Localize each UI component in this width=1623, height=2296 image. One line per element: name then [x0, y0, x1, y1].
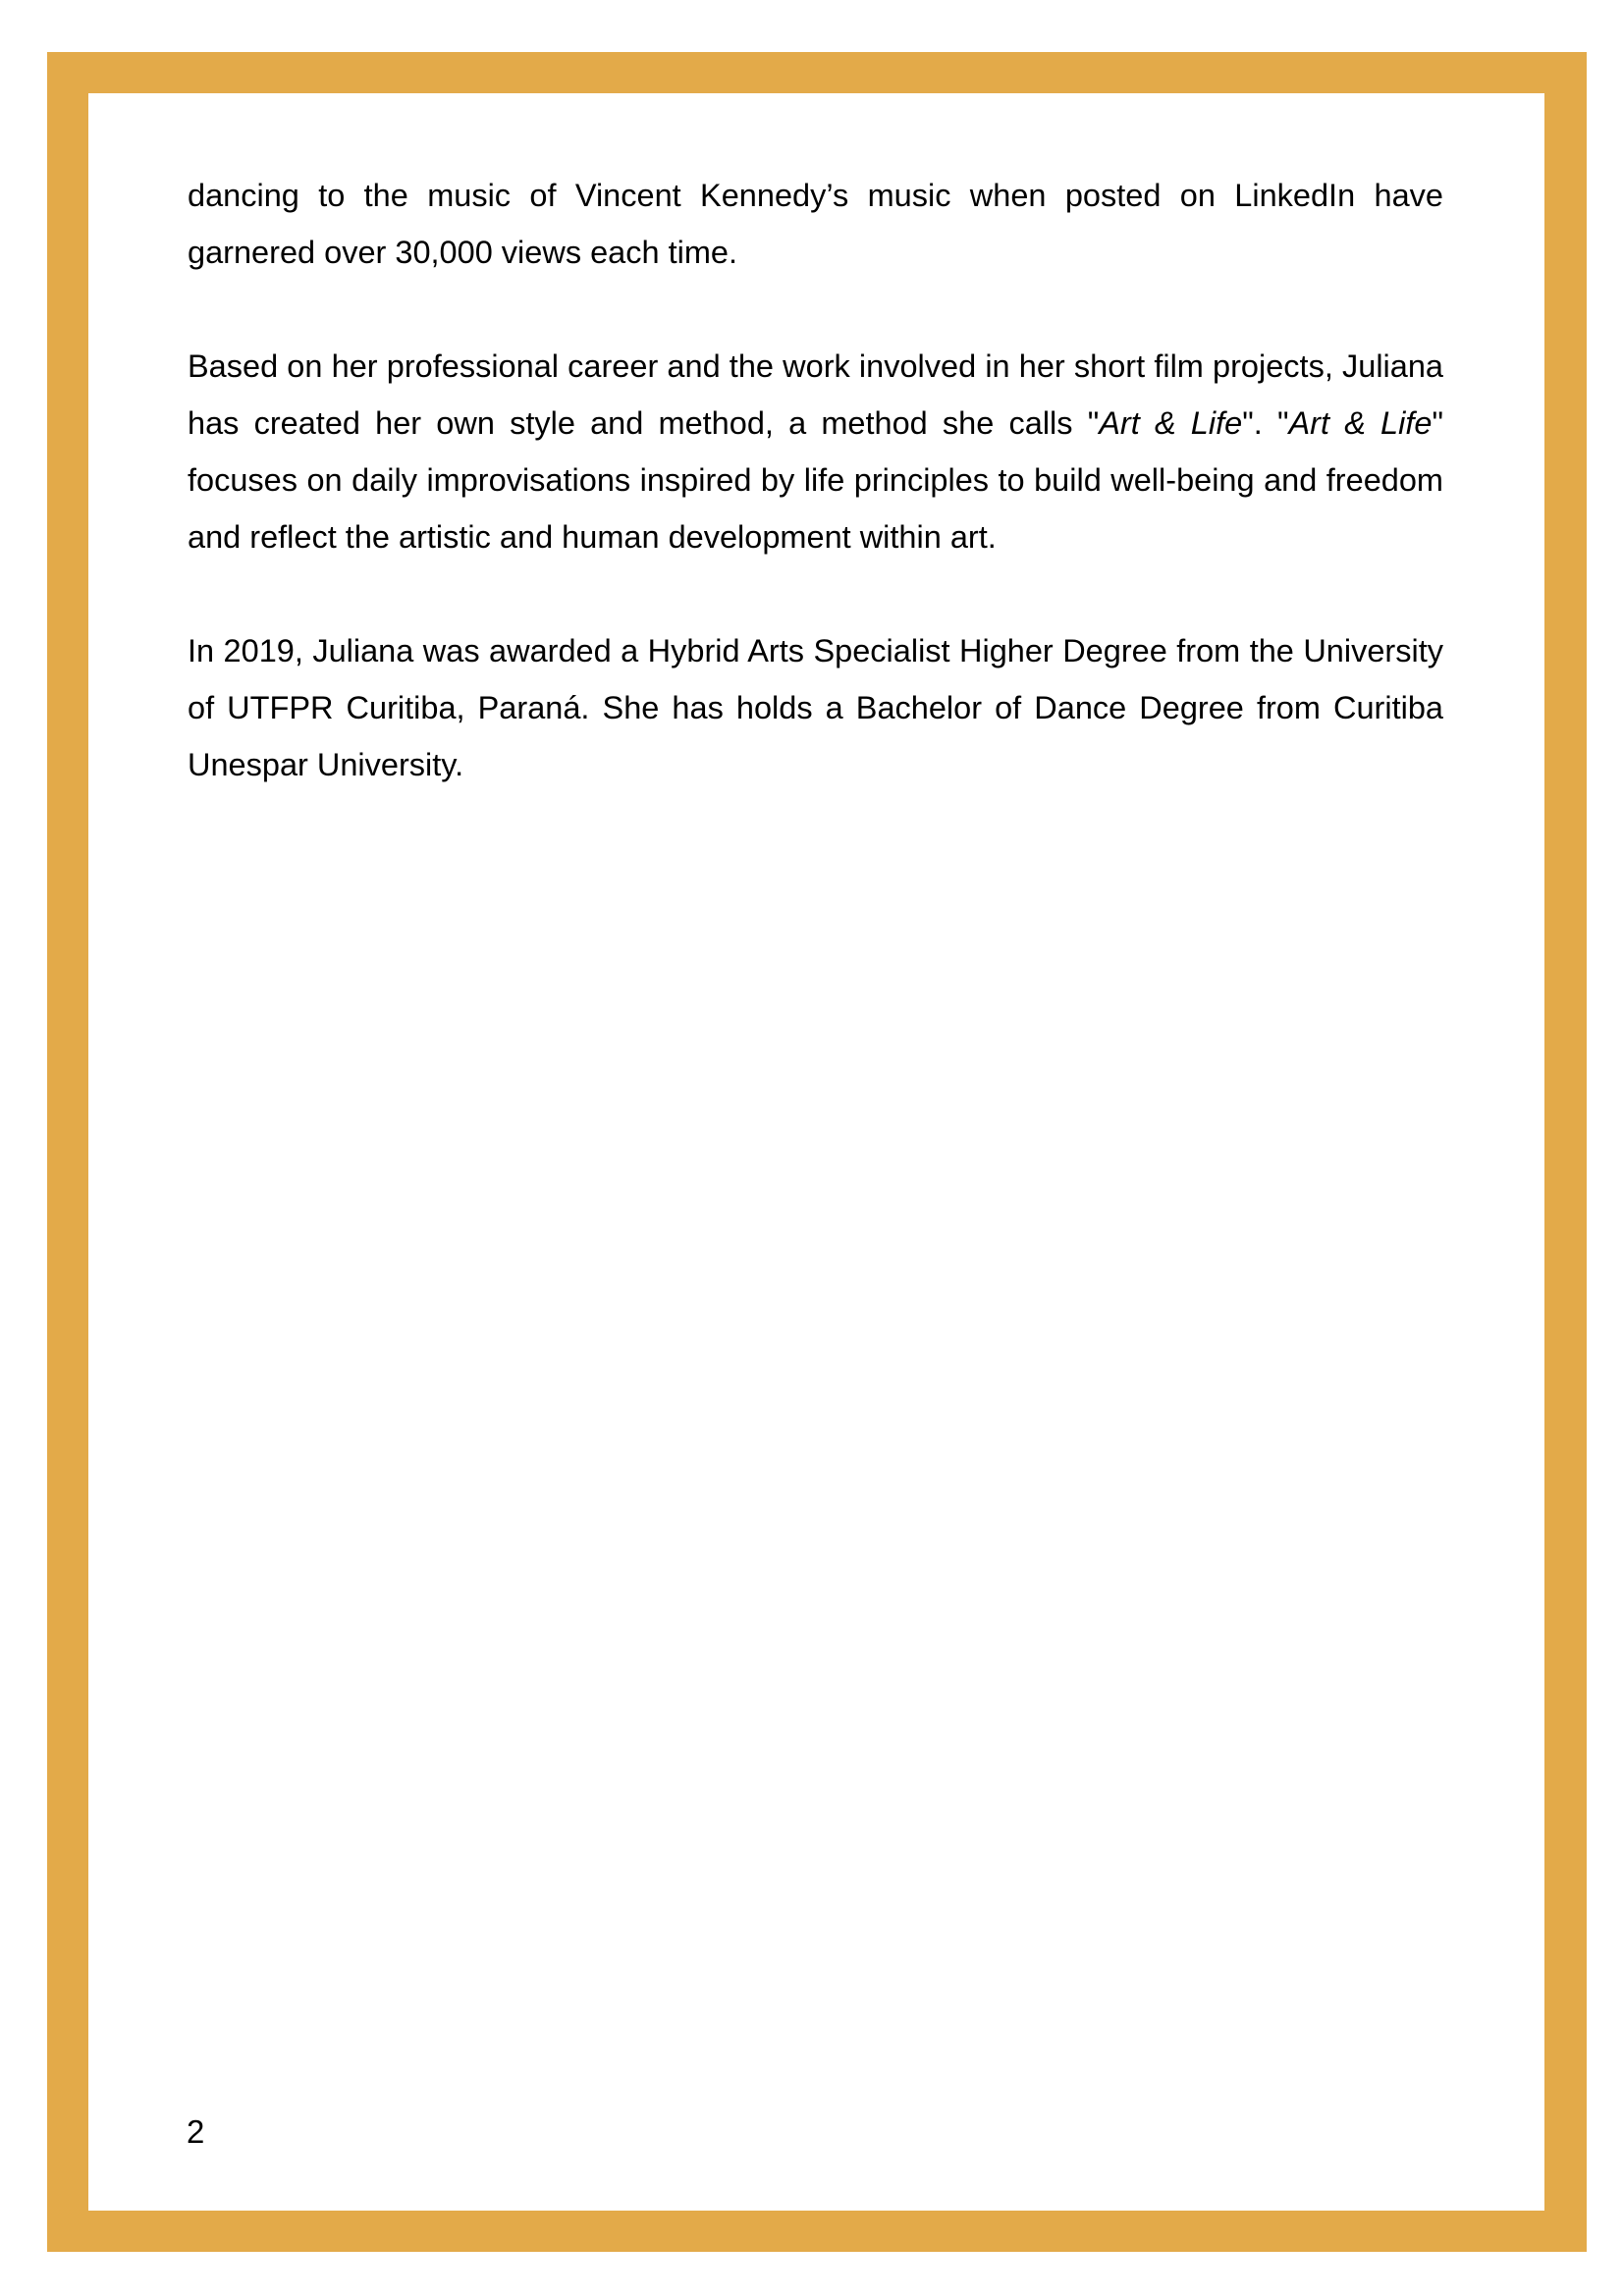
art-and-life-term: Art & Life	[1099, 405, 1243, 441]
paragraph-text: " focuses on daily improvisations inspired by life principles to build well-being and freedom and reflect the artistic and human development within art.	[188, 405, 1443, 555]
document-body	[188, 167, 1443, 793]
paragraph-dancing-views: dancing to the music of Vincent Kennedy’s music when posted on LinkedIn have garnered over 30,000 views each time.	[188, 178, 1443, 270]
art-and-life-term: Art & Life	[1288, 405, 1433, 441]
paragraph-art-and-life-method	[188, 338, 1443, 565]
paragraph-text: ". "	[1242, 405, 1289, 441]
paragraph-text: Based on her professional career and the work involved in her short film projects, Juliana has created her own style and method, a method she calls "	[188, 348, 1443, 441]
page-number: 2	[187, 2113, 205, 2150]
paragraph-education: In 2019, Juliana was awarded a Hybrid Arts Specialist Higher Degree from the University of UTFPR Curitiba, Paraná. She has holds a Bachelor of Dance Degree from Curitiba Unespar University.	[188, 633, 1443, 782]
